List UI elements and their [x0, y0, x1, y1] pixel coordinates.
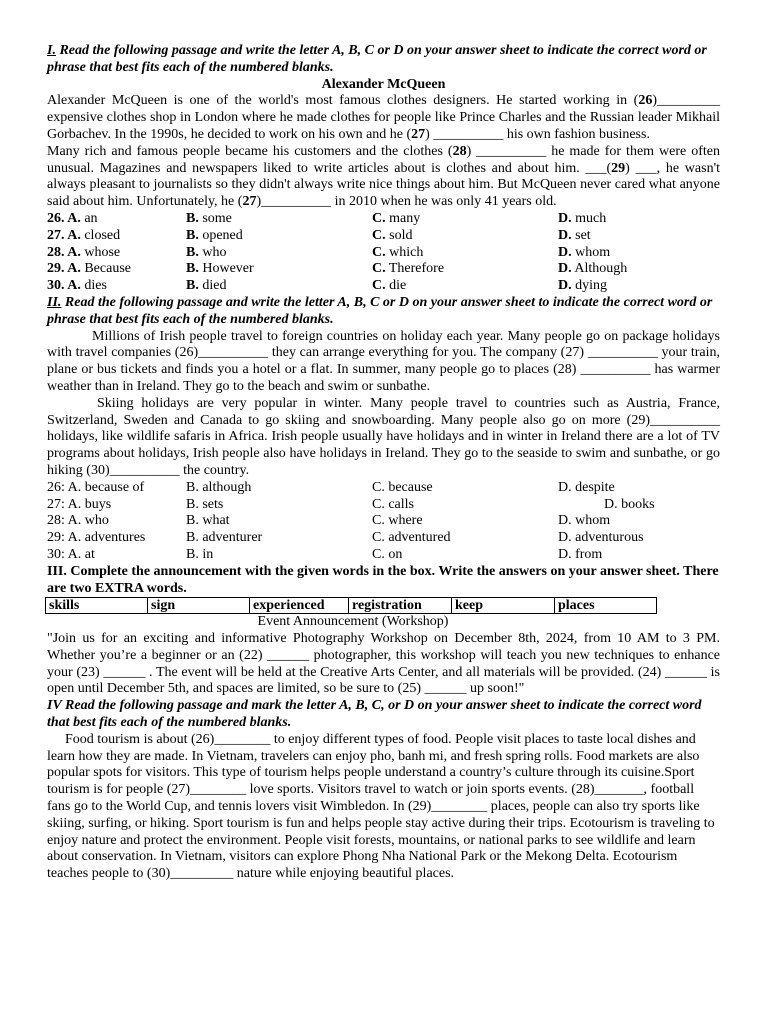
word-box-cell: skills: [46, 598, 148, 614]
s2-option-29-c: C. adventured: [372, 530, 451, 546]
option-27-d: D. set: [558, 227, 591, 243]
s2-option-28-d: D. whom: [558, 513, 611, 529]
section-3-instruction: III. Complete the announcement with the given words in the box. Write the answers on your answer sheet. There are two EXTRA words.: [47, 563, 719, 596]
option-29-a: 29. A. Because: [47, 261, 131, 277]
option-30-c: C. die: [372, 278, 407, 294]
s2-option-26-d: D. despite: [558, 479, 615, 495]
exam-page: [47, 43, 720, 883]
s2-option-30-a: 30: A. at: [47, 546, 95, 562]
option-29-d: D. Although: [558, 261, 628, 277]
s2-option-27-b: B. sets: [186, 496, 224, 512]
word-box-cell: experienced: [250, 598, 349, 614]
section-1-title: Alexander McQueen: [321, 76, 446, 92]
section-2-numeral: II.: [47, 294, 62, 310]
section-2-paragraph-2: Skiing holidays are very popular in winter. Many people travel to countries such as Austria, France, Switzerland, Sweden and Canada to go skiing and snowboarding. Many people also go on more (29)__________ holidays, like wildlife safaris in Africa. Irish people usually have holidays and in winter in Ireland there are a lot of TV programs about holidays, Irish people also have holidays in Ireland. They go to the seaside to swim and sunbathe, or go hiking (30)__________ the country.: [47, 395, 720, 478]
section-1-options: [47, 211, 720, 295]
section-2-instruction: [47, 295, 720, 329]
s2-option-26-c: C. because: [372, 479, 433, 495]
option-27-a: 27. A. closed: [47, 227, 121, 243]
option-26-b: B. some: [186, 210, 232, 226]
option-28-b: B. who: [186, 244, 227, 260]
section-2-options: [47, 480, 720, 564]
section-2-instruction-text: Read the following passage and write the letter A, B, C or D on your answer sheet to indicate the correct word or phrase that best fits each of the numbered blanks.: [47, 294, 713, 327]
section-2-paragraph-1: Millions of Irish people travel to foreign countries on holiday each year. Many people go on package holidays with travel companies (26)__________ they can arrange everything for you. The company (27) __________ your train, plane or bus tickets and finds you a hotel or a flat. In summer, many people go to places (28) __________ has warmer weather than in Ireland. They go to the beach and swim or sunbathe.: [47, 328, 720, 394]
s2-option-26-b: B. although: [186, 479, 252, 495]
option-29-b: B. However: [186, 261, 254, 277]
option-28-a: 28. A. whose: [47, 244, 121, 260]
option-26-d: D. much: [558, 210, 607, 226]
s2-option-29-b: B. adventurer: [186, 530, 263, 546]
s2-option-30-b: B. in: [186, 546, 214, 562]
option-27-c: C. sold: [372, 227, 413, 243]
s2-option-30-d: D. from: [558, 546, 603, 562]
option-26-c: C. many: [372, 210, 421, 226]
section-4-body: Food tourism is about (26)________ to enjoy different types of food. People visit places to taste local dishes and learn how they are made. In Vietnam, travelers can enjoy pho, banh mi, and fresh spring rolls. Food markets are also popular spots for visitors. This type of tourism helps people understand a country’s culture through its cuisine.Sport tourism is for people (27)________ love sports. Visitors travel to watch or join sports events. (28)_______, football fans go to the World Cup, and tennis lovers visit Wimbledon. In (29)________ places, people can also try sports like skiing, surfing, or hiking. Sport tourism is fun and helps people stay active during their trips. Ecotourism is traveling to enjoy nature and protect the environment. People visit forests, mountains, or national parks to see wildlife and learn about conservation. In Vietnam, visitors can explore Phong Nha National Park or the Mekong Delta. Ecotourism teaches people to (30)_________ nature while enjoying beautiful places.: [47, 731, 715, 882]
section-1-paragraph-2: Many rich and famous people became his customers and the clothes (28) __________ he made for them were often unusual. Magazines and newspapers liked to write articles about is clothes and about him. ___(29) ___, he wasn't always pleasant to journalists so they didn't always write nice things about him. But McQueen never cared what anyone said about him. Unfortunately, he (27)__________ in 2010 when he was only 41 years old.: [47, 143, 720, 210]
section-1-instruction: [47, 43, 720, 77]
option-26-a: 26. A. an: [47, 210, 98, 226]
option-30-b: B. died: [186, 278, 227, 294]
word-box-cell: keep: [452, 598, 555, 614]
word-box: [45, 597, 657, 614]
s2-option-29-d: D. adventurous: [558, 530, 644, 546]
s2-option-30-c: C. on: [372, 546, 403, 562]
section-1-paragraph-1: Alexander McQueen is one of the world's most famous clothes designers. He started working in (26)_________ expensive clothes shop in London where he made clothes for people like Prince Charles and the Russian leader Mikhail Gorbachev. In the 1990s, he decided to work on his own and he (27) __________ his own fashion business.: [47, 93, 720, 142]
s2-option-26-a: 26: A. because of: [47, 479, 145, 495]
s2-option-27-d: D. books: [604, 496, 655, 512]
option-28-d: D. whom: [558, 244, 611, 260]
s2-option-29-a: 29: A. adventures: [47, 530, 146, 546]
word-box-cell: places: [555, 598, 657, 614]
option-27-b: B. opened: [186, 227, 243, 243]
word-box-cell: sign: [148, 598, 250, 614]
section-1-numeral: I.: [47, 43, 56, 58]
option-30-d: D. dying: [558, 278, 608, 294]
word-box-cell: registration: [349, 598, 452, 614]
section-3-body: "Join us for an exciting and informative Photography Workshop on December 8th, 2024, from 10 AM to 3 PM. Whether you’re a beginner or an (22) ______ photographer, this workshop will teach you new techniques to enhance your (23) ______ . The event will be held at the Creative Arts Center, and all materials will be provided. (24) ______ is open until December 5th, and spaces are limited, so be sure to (25) ______ up soon!": [47, 631, 720, 697]
section-4-instruction: IV Read the following passage and mark the letter A, B, C, or D on your answer sheet to indicate the correct word that best fits each of the numbered blanks.: [47, 698, 702, 731]
s2-option-27-c: C. calls: [372, 496, 414, 512]
s2-option-28-b: B. what: [186, 513, 230, 529]
option-30-a: 30. A. dies: [47, 278, 107, 294]
s2-option-28-c: C. where: [372, 513, 423, 529]
s2-option-27-a: 27: A. buys: [47, 496, 112, 512]
option-29-c: C. Therefore: [372, 261, 445, 277]
s2-option-28-a: 28: A. who: [47, 513, 109, 529]
option-28-c: C. which: [372, 244, 424, 260]
section-1-instruction-text: Read the following passage and write the letter A, B, C or D on your answer sheet to indicate the correct word or phrase that best fits each of the numbered blanks.: [47, 43, 707, 75]
section-3-title: Event Announcement (Workshop): [257, 614, 449, 630]
